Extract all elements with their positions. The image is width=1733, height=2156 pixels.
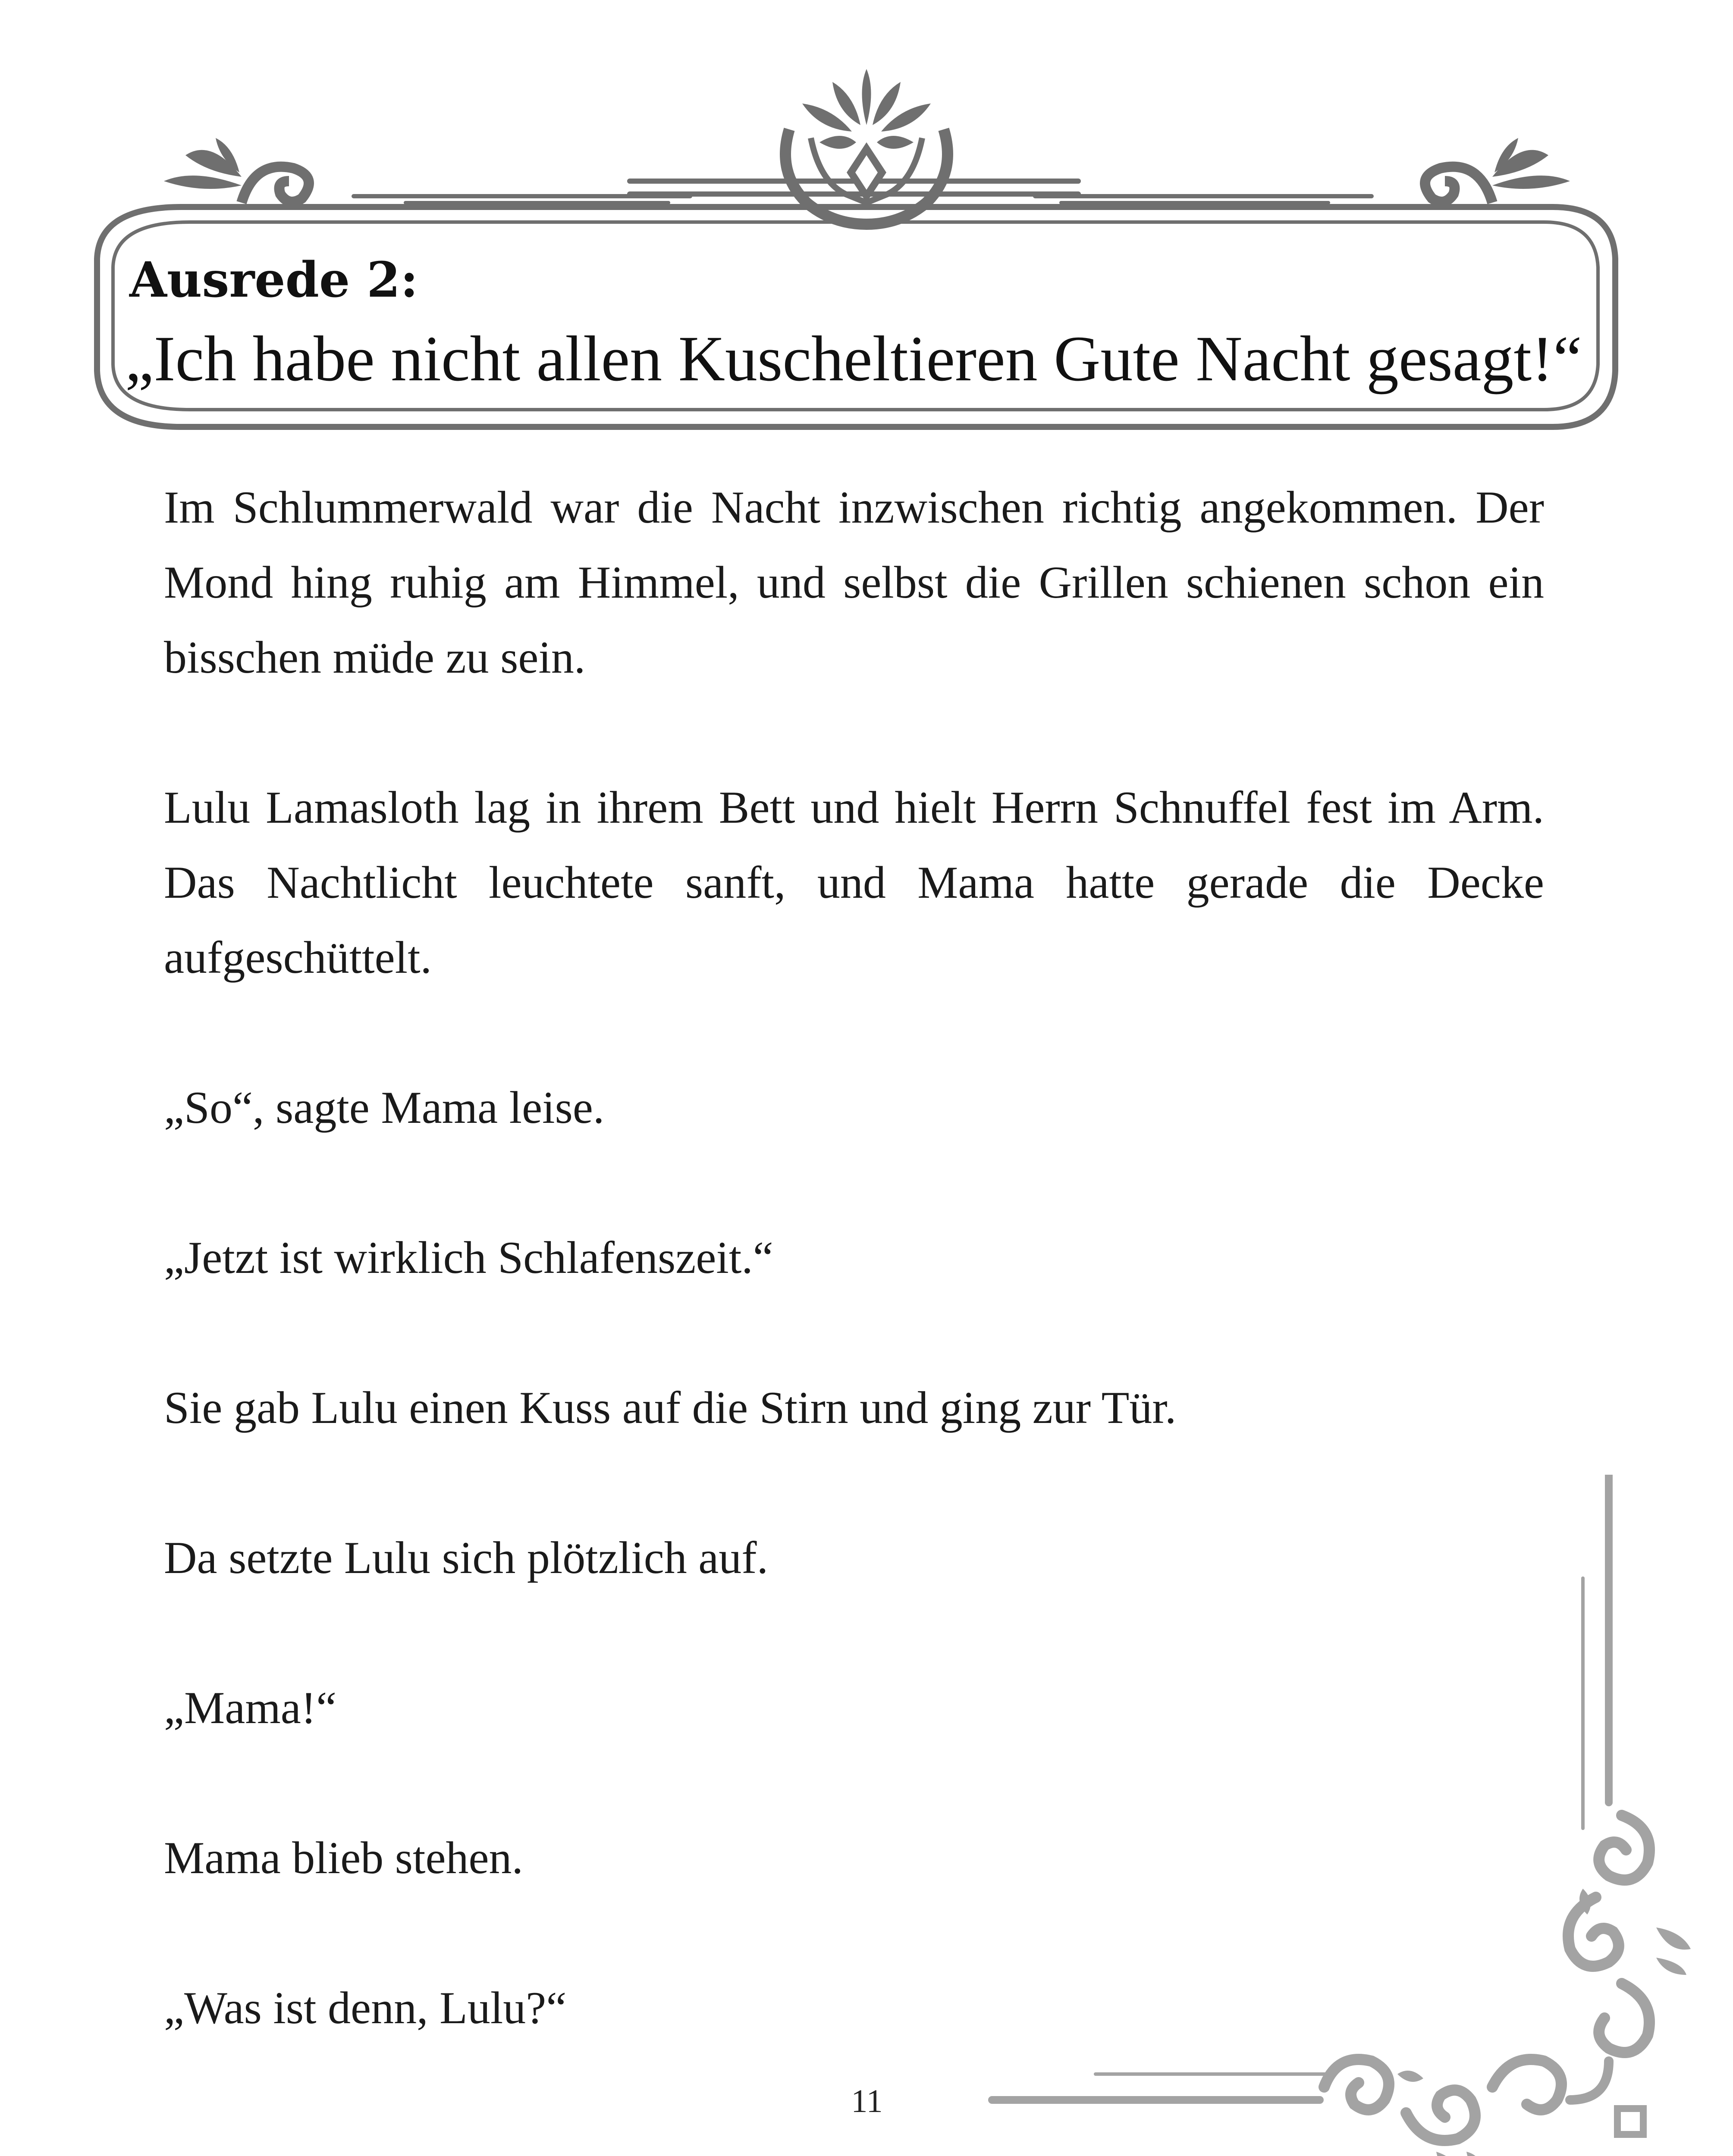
paragraph: Mama blieb stehen. — [164, 1833, 524, 1883]
paragraph: „Jetzt ist wirklich Schlafenszeit.“ — [164, 1232, 773, 1283]
paragraph: „Mama!“ — [164, 1683, 337, 1733]
chapter-heading — [125, 250, 1630, 398]
paragraph: Im Schlummerwald war die Nacht inzwischen richtig angekommen. Der Mond hing ruhig am Himmel, und selbst die Grillen schienen schon ein bisschen müde zu sein. — [164, 482, 1544, 683]
paragraph: „Was ist denn, Lulu?“ — [164, 1983, 567, 2033]
corner-ornament — [983, 1475, 1691, 2156]
page-number: 11 — [851, 2083, 883, 2119]
chapter-label: Ausrede 2: — [129, 252, 418, 308]
paragraph: Da setzte Lulu sich plötzlich auf. — [164, 1532, 769, 1583]
paragraph: Sie gab Lulu einen Kuss auf die Stirn und ging zur Tür. — [164, 1382, 1177, 1433]
chapter-title: „Ich habe nicht allen Kuscheltieren Gute Nacht gesagt!“ — [125, 323, 1582, 395]
paragraph: „So“, sagte Mama leise. — [164, 1082, 605, 1133]
paragraph: Lulu Lamasloth lag in ihrem Bett und hielt Herrn Schnuffel fest im Arm. Das Nachtlicht leuchtete sanft, und Mama hatte gerade die Decke aufgeschüttelt. — [164, 782, 1544, 983]
